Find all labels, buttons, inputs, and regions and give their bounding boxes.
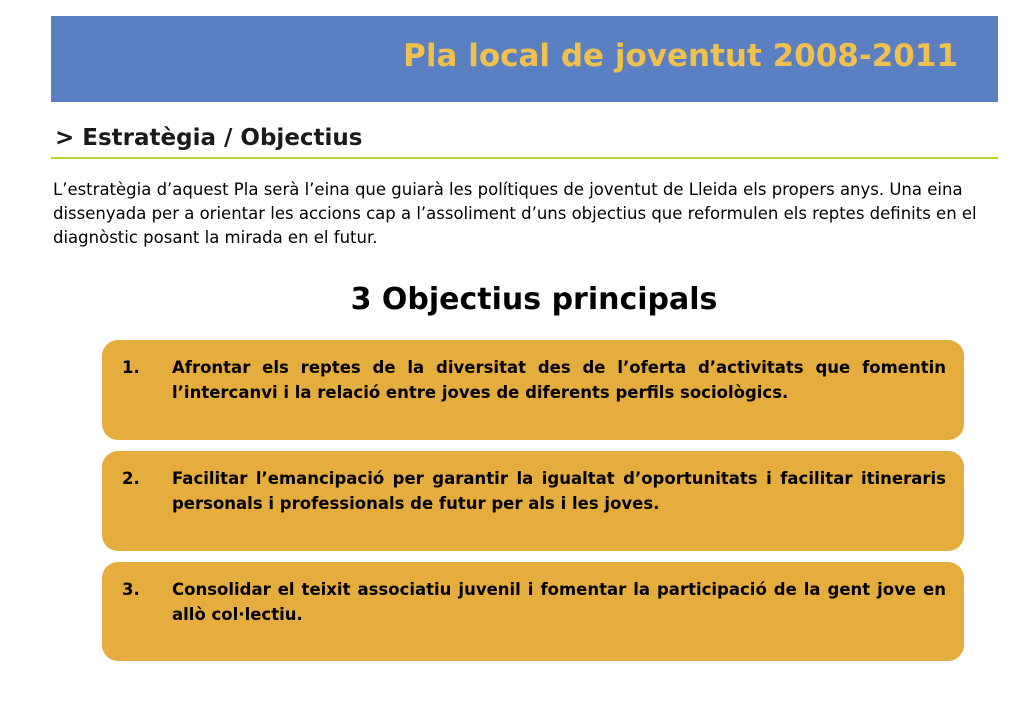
- objective-number: 2.: [122, 469, 140, 488]
- objective-number: 3.: [122, 580, 140, 599]
- objectives-heading: 3 Objectius principals: [350, 282, 718, 317]
- objective-text: Consolidar el teixit associatiu juvenil i fomentar la participació de la gent jove en allò col·lectiu.: [172, 580, 946, 624]
- page-title: Pla local de joventut 2008-2011: [403, 38, 958, 74]
- objective-item-3: [102, 562, 964, 661]
- section-heading: > Estratègia / Objectius: [55, 125, 363, 151]
- objective-item-1: [102, 340, 964, 440]
- header-band: [51, 16, 998, 102]
- objective-text: Afrontar els reptes de la diversitat des de l’oferta d’activitats que fomentin l’intercanvi i la relació entre joves de diferents perfils sociològics.: [172, 358, 946, 402]
- objective-number: 1.: [122, 358, 140, 377]
- section-divider: [51, 157, 998, 159]
- objective-item-2: [102, 451, 964, 551]
- objective-text: Facilitar l’emancipació per garantir la igualtat d’oportunitats i facilitar itineraris personals i professionals de futur per als i les joves.: [172, 469, 946, 513]
- intro-paragraph: L’estratègia d’aquest Pla serà l’eina que guiarà les polítiques de joventut de Lleida els propers anys. Una eina dissenyada per a orientar les accions cap a l’assoliment d’uns objectius que reformulen els reptes definits en el diagnòstic posant la mirada en el futur.: [53, 180, 977, 247]
